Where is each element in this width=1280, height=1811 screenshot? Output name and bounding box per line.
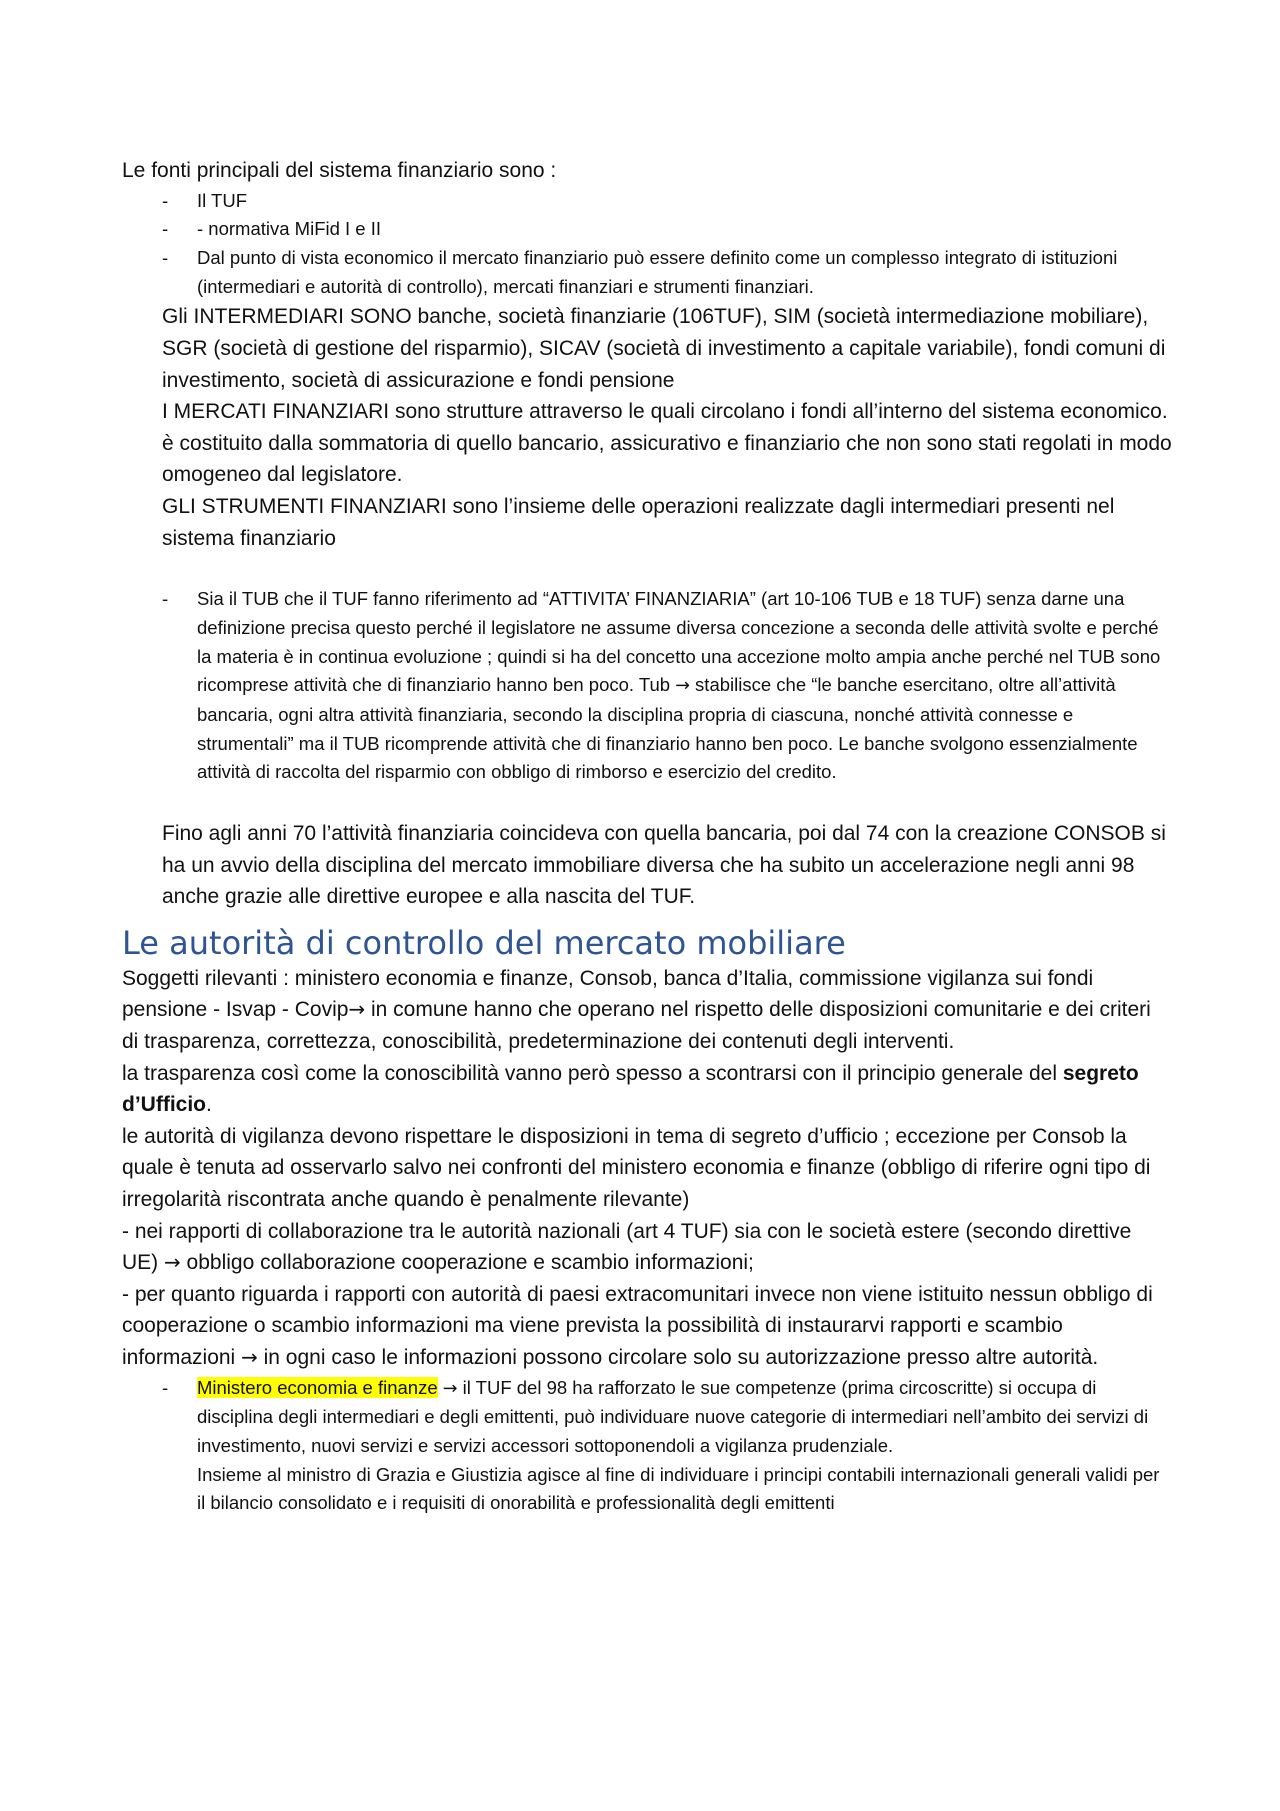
storia-paragraph: Fino agli anni 70 l’attività finanziaria coincideva con quella bancaria, poi dal 74 con la creazione CONSOB si ha un avvio della disciplina del mercato immobiliare diversa che ha subito un accelerazione negli anni 98 anche grazie alle direttive europee e alla nascita del TUF. bbox=[162, 822, 1166, 909]
trasparenza-text-before: la trasparenza così come la conoscibilità vanno però spesso a scontrarsi con il principio generale del bbox=[122, 1061, 1063, 1085]
intermediari-paragraph: Gli INTERMEDIARI SONO banche, società finanziarie (106TUF), SIM (società intermediazione mobiliare), SGR (società di gestione del risparmio), SICAV (società di investimento a capitale variabile), fondi comuni di investimento, società di assicurazione e fondi pensione bbox=[162, 305, 1166, 392]
strumenti-paragraph: GLI STRUMENTI FINANZIARI sono l’insieme delle operazioni realizzate dagli intermediari presenti nel sistema finanziario bbox=[162, 494, 1115, 550]
rapporti-text-before: - nei rapporti di collaborazione tra le autorità nazionali (art 4 TUF) sia con le società estere (secondo direttive UE) bbox=[122, 1219, 1132, 1275]
soggetti-paragraph bbox=[122, 963, 1172, 1058]
arrow-right-icon: → bbox=[348, 997, 366, 1022]
tub-text-before: Sia il TUB che il TUF fanno riferimento ad “ATTIVITA’ FINANZIARIA” (art 10-106 TUB e 18 TUF) senza darne una definizione precisa questo perché il legislatore ne assume diversa concezione a seconda delle attività svolte e perché la materia è in continua evoluzione ; quindi si ha del concetto una accezione molto ampia anche perché nel TUB sono ricomprese attività che di finanziario hanno ben poco. Tub bbox=[197, 588, 1161, 696]
ministero-highlight: Ministero economia e finanze bbox=[197, 1376, 438, 1398]
mercati-paragraph: I MERCATI FINANZIARI sono strutture attraverso le quali circolano i fondi all’interno del sistema economico. è costituito dalla sommatoria di quello bancario, assicurativo e finanziario che non sono stati regolati in modo omogeneo dal legislatore. bbox=[162, 400, 1172, 487]
arrow-right-icon: → bbox=[675, 676, 690, 697]
list-item: - Il TUF bbox=[122, 187, 1172, 216]
trasparenza-paragraph bbox=[122, 1058, 1172, 1121]
list-item: - Dal punto di vista economico il mercato finanziario può essere definito come un complesso integrato di istituzioni (intermediari e autorità di controllo), mercati finanziari e strumenti finanziari. bbox=[122, 244, 1172, 301]
arrow-right-icon: → bbox=[241, 1344, 258, 1369]
ministero-second-paragraph: Insieme al ministro di Grazia e Giustizia agisce al fine di individuare i principi contabili internazionali generali validi per il bilancio consolidato e i requisiti di onorabilità e professionalità degli emittenti bbox=[197, 1463, 1160, 1514]
tub-list bbox=[122, 585, 1172, 787]
soggetti-text-after: in comune hanno che operano nel rispetto delle disposizioni comunitarie e dei criteri di trasparenza, correttezza, conoscibilità, predeterminazione dei contenuti degli interventi. bbox=[122, 998, 1151, 1054]
extracomunitari-text-after: in ogni caso le informazioni possono circolare solo su autorizzazione presso altre autorità. bbox=[257, 1345, 1099, 1369]
arrow-right-icon: → bbox=[164, 1250, 181, 1275]
segreto-ufficio-term: segreto d’Ufficio bbox=[122, 1061, 1139, 1117]
list-item bbox=[122, 1374, 1172, 1519]
extracomunitari-text-before: - per quanto riguarda i rapporti con autorità di paesi extracomunitari invece non viene istituito nessun obbligo di cooperazione o scambio informazioni ma viene prevista la possibilità di instaurarvi rapporti e scambio informazioni bbox=[122, 1282, 1153, 1369]
extracomunitari-paragraph bbox=[122, 1279, 1172, 1374]
list-item: - - normativa MiFid I e II bbox=[122, 215, 1172, 244]
document-body bbox=[122, 155, 1172, 1518]
ministero-text-after: il TUF del 98 ha rafforzato le sue competenze (prima circoscritte) si occupa di disciplina degli intermediari e degli emittenti, può individuare nuove categorie di intermediari nell’ambito dei servizi di investimento, nuovi servizi e servizi accessori sottoponendoli a vigilanza prudenziale. bbox=[197, 1376, 1149, 1456]
trasparenza-text-after: . bbox=[206, 1093, 212, 1117]
ministero-list bbox=[122, 1374, 1172, 1519]
list-item bbox=[122, 585, 1172, 787]
intro-paragraph: Le fonti principali del sistema finanziario sono : bbox=[122, 159, 557, 182]
section-heading: Le autorità di controllo del mercato mobiliare bbox=[122, 923, 846, 962]
soggetti-text-before: Soggetti rilevanti : ministero economia e finanze, Consob, banca d’Italia, commissione vigilanza sui fondi pensione - Isvap - Covip bbox=[122, 966, 1094, 1022]
vigilanza-paragraph: le autorità di vigilanza devono rispettare le disposizioni in tema di segreto d’ufficio ; eccezione per Consob la quale è tenuta ad osservarlo salvo nei confronti del ministero economia e finanze (obbligo di riferire ogni tipo di irregolarità riscontrata anche quando è penalmente rilevante) bbox=[122, 1124, 1151, 1212]
rapporti-text-after: obbligo collaborazione cooperazione e scambio informazioni; bbox=[180, 1251, 754, 1275]
tub-text-after: stabilisce che “le banche esercitano, oltre all’attività bancaria, ogni altra attività finanziaria, secondo la disciplina propria di ciascuna, nonché attività connesse e strumentali” ma il TUB ricomprende attività che di finanziario hanno ben poco. Le banche svolgono essenzialmente attività di raccolta del risparmio con obbligo di rimborso e esercizio del credito. bbox=[197, 674, 1138, 783]
rapporti-paragraph bbox=[122, 1216, 1172, 1279]
arrow-right-icon: → bbox=[442, 1378, 458, 1399]
fonti-list bbox=[122, 187, 1172, 302]
